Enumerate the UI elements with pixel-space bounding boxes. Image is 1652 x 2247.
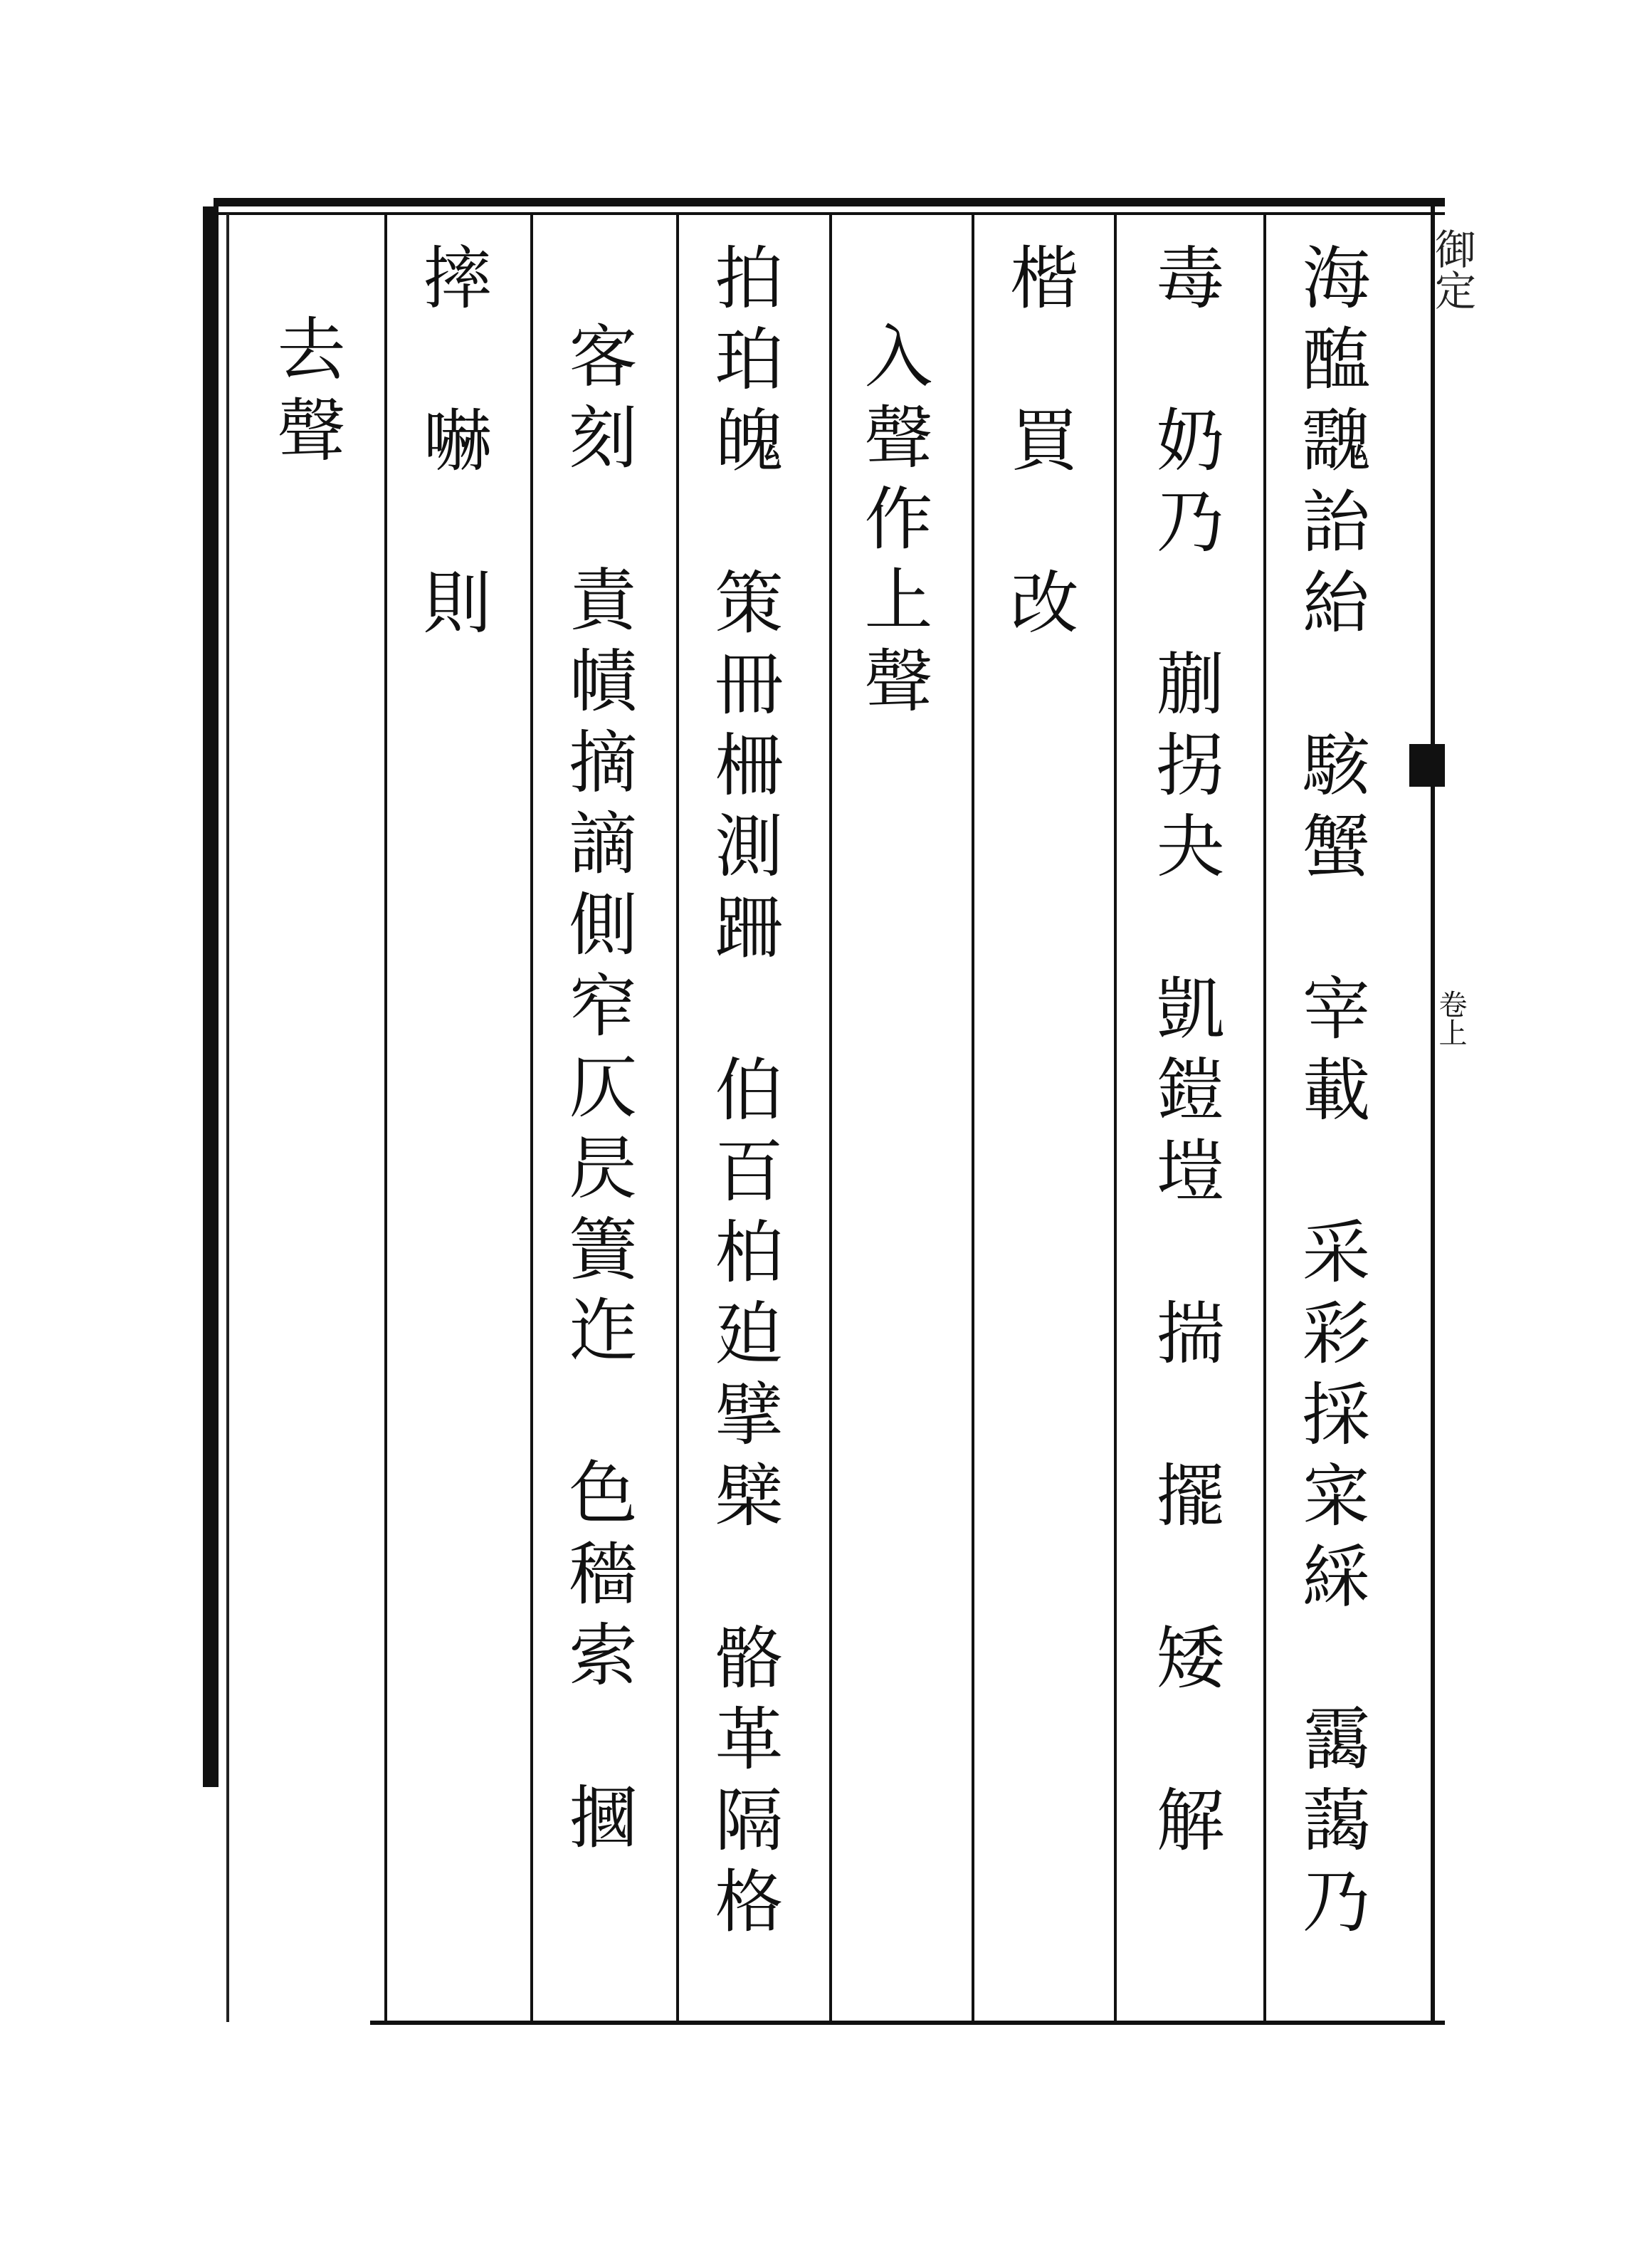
column-rule <box>384 214 387 2022</box>
text-column-6: 客刻 責幘摘謫側窄仄昃簀迮 色穡索 摑 <box>558 320 638 1863</box>
text-column-7: 摔 嚇 則 <box>412 242 492 648</box>
text-column-4: 入聲作上聲 <box>853 320 933 726</box>
margin-volume-label: 卷上 <box>1434 990 1467 1047</box>
frame-left-border <box>203 206 219 1787</box>
column-rule <box>972 214 974 2022</box>
text-column-8: 去聲 <box>266 313 346 476</box>
margin-title: 御定 <box>1428 228 1476 310</box>
frame-left-inner-border <box>226 214 229 2022</box>
text-column-3: 楷 買 改 <box>999 242 1079 648</box>
text-column-5: 拍珀魄 策冊柵測跚 伯百柏廹擘檗 骼革隔格 <box>704 242 784 1947</box>
column-rule <box>829 214 832 2022</box>
frame-top-border <box>214 198 1445 206</box>
column-rule <box>1263 214 1266 2022</box>
frame-right-border <box>1431 206 1435 2022</box>
column-rule <box>1114 214 1117 2022</box>
text-column-1: 海醢䰰詒紿 駭蟹 宰載 采彩採寀綵 靄藹乃 <box>1291 242 1371 1947</box>
column-rule <box>530 214 533 2022</box>
fish-tail-mark <box>1409 744 1445 787</box>
text-column-2: 毒 奶乃 蒯拐夬 凱鎧塏 揣 擺 矮 解 <box>1145 242 1225 1865</box>
column-rule <box>676 214 679 2022</box>
